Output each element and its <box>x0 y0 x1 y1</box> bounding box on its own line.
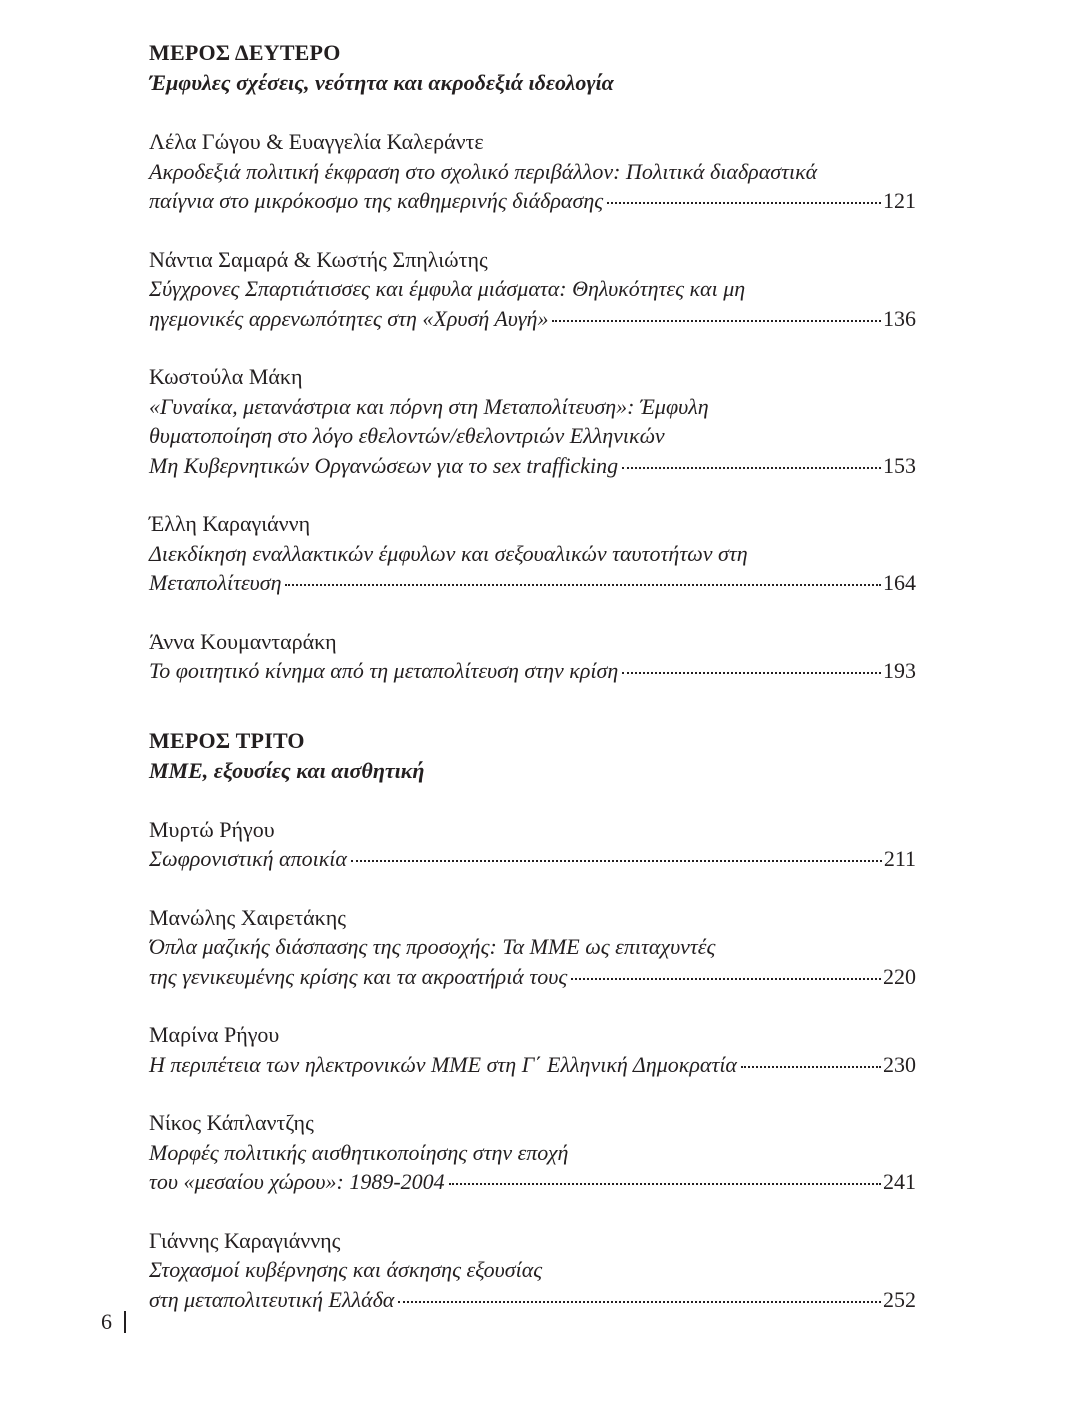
entry-title-last-line <box>149 656 916 686</box>
entry-page-number[interactable]: 230 <box>883 1051 916 1077</box>
entry-title-line: Μορφές πολιτικής αισθητικοποίησης στην εποχή <box>149 1139 569 1165</box>
entry-title-text: Μη Κυβερνητικών Οργανώσεων για το sex trafficking <box>149 452 619 478</box>
dot-leader <box>741 1050 881 1072</box>
toc-entry[interactable] <box>149 1108 916 1197</box>
dot-leader <box>607 186 881 208</box>
entry-author: Νίκος Κάπλαντζης <box>149 1110 314 1135</box>
entry-title-line: Ακροδεξιά πολιτική έκφραση στο σχολικό περιβάλλον: Πολιτικά διαδραστικά <box>149 158 818 184</box>
entry-page-number[interactable]: 220 <box>883 963 916 989</box>
part-subheading: Έμφυλες σχέσεις, νεότητα και ακροδεξιά ιδεολογία <box>149 70 614 95</box>
table-of-contents <box>149 38 916 1314</box>
entry-title-last-line <box>149 451 916 481</box>
dot-leader <box>398 1285 881 1307</box>
entry-title-last-line <box>149 1050 916 1080</box>
entry-page-number[interactable]: 153 <box>883 452 916 478</box>
entry-title-line: Διεκδίκηση εναλλακτικών έμφυλων και σεξουαλικών ταυτοτήτων στη <box>149 540 748 566</box>
dot-leader <box>449 1167 881 1189</box>
entry-author: Νάντια Σαμαρά & Κωστής Σπηλιώτης <box>149 246 488 272</box>
entry-title-text: στη μεταπολιτευτική Ελλάδα <box>149 1286 395 1312</box>
entry-author: Μανώλης Χαιρετάκης <box>149 904 346 930</box>
entry-page-number[interactable]: 241 <box>883 1169 916 1194</box>
toc-part <box>149 726 916 1315</box>
entry-title-line: «Γυναίκα, μετανάστρια και πόρνη στη Μεταπολίτευση»: Έμφυλη <box>149 393 709 419</box>
entry-title-text: Το φοιτητικό κίνημα από τη μεταπολίτευση στην κρίση <box>149 658 619 683</box>
toc-entry[interactable] <box>149 627 916 686</box>
entry-title-last-line <box>149 186 916 216</box>
part-heading: ΜΕΡΟΣ ΔΕΥΤΕΡΟ <box>149 40 341 65</box>
entry-author: Κωστούλα Μάκη <box>149 364 303 389</box>
dot-leader <box>285 568 881 590</box>
toc-entry[interactable] <box>149 362 916 480</box>
entry-page-number[interactable]: 121 <box>883 188 916 213</box>
entry-title-text: Σωφρονιστική αποικία <box>149 846 347 871</box>
toc-part <box>149 38 916 686</box>
entry-title-last-line <box>149 844 916 874</box>
entry-title-text: Η περιπέτεια των ηλεκτρονικών ΜΜΕ στη Γ΄ Ελληνική Δημοκρατία <box>149 1051 737 1077</box>
entry-author: Άννα Κουμανταράκη <box>149 628 337 654</box>
entry-author: Μαρίνα Ρήγου <box>149 1022 280 1047</box>
entry-author: Μυρτώ Ρήγου <box>149 816 275 842</box>
part-subheading: ΜΜΕ, εξουσίες και αισθητική <box>149 757 425 783</box>
page-number-divider <box>124 1311 126 1333</box>
toc-entry[interactable] <box>149 127 916 216</box>
entry-title-line: Σύγχρονες Σπαρτιάτισσες και έμφυλα μιάσματα: Θηλυκότητες και μη <box>149 276 746 301</box>
entry-page-number[interactable]: 136 <box>883 305 916 331</box>
dot-leader <box>351 844 882 866</box>
entry-title-line: Στοχασμοί κυβέρνησης και άσκησης εξουσίας <box>149 1257 543 1282</box>
dot-leader <box>552 304 881 326</box>
entry-page-number[interactable]: 252 <box>883 1286 916 1312</box>
entry-author: Λέλα Γώγου & Ευαγγελία Καλεράντε <box>149 129 484 154</box>
dot-leader <box>622 656 881 678</box>
toc-entry[interactable] <box>149 245 916 334</box>
toc-entry[interactable] <box>149 1226 916 1315</box>
entry-title-last-line <box>149 1167 916 1197</box>
toc-entry[interactable] <box>149 815 916 874</box>
entry-title-line: Όπλα μαζικής διάσπασης της προσοχής: Τα ΜΜΕ ως επιταχυντές <box>149 934 716 959</box>
entry-title-last-line <box>149 304 916 334</box>
toc-entry[interactable] <box>149 1020 916 1079</box>
entry-author: Έλλη Καραγιάννη <box>149 511 311 536</box>
entry-page-number[interactable]: 211 <box>883 846 916 871</box>
entry-title-text: ηγεμονικές αρρενωπότητες στη «Χρυσή Αυγή» <box>149 305 549 331</box>
entry-title-text: παίγνια στο μικρόκοσμο της καθημερινής διάδρασης <box>149 188 604 213</box>
dot-leader <box>622 451 881 473</box>
entry-title-last-line <box>149 962 916 992</box>
entry-author: Γιάννης Καραγιάννης <box>149 1227 341 1253</box>
entry-page-number[interactable]: 193 <box>883 658 916 683</box>
entry-page-number[interactable]: 164 <box>883 570 916 595</box>
entry-title-text: Μεταπολίτευση <box>149 570 282 595</box>
entry-title-text: του «μεσαίου χώρου»: 1989-2004 <box>149 1169 445 1194</box>
dot-leader <box>571 962 881 984</box>
entry-title-text: της γενικευμένης κρίσης και τα ακροατήριά τους <box>149 963 568 989</box>
entry-title-line: θυματοποίηση στο λόγο εθελοντών/εθελοντριών Ελληνικών <box>149 423 665 448</box>
page-number: 6 <box>101 1309 112 1334</box>
entry-title-last-line <box>149 1285 916 1315</box>
toc-entry[interactable] <box>149 509 916 598</box>
toc-entry[interactable] <box>149 903 916 992</box>
part-heading: ΜΕΡΟΣ ΤΡΙΤΟ <box>149 727 305 753</box>
entry-title-last-line <box>149 568 916 598</box>
